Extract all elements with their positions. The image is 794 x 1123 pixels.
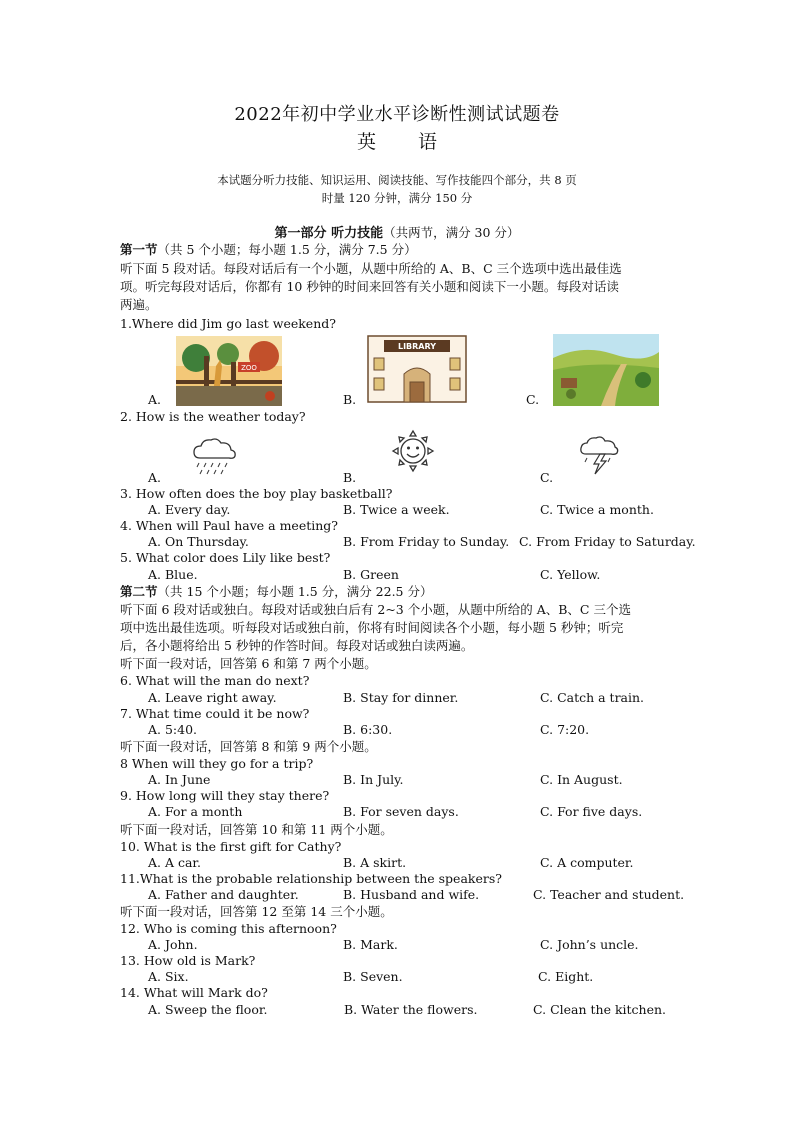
library-sign: LIBRARY — [397, 342, 437, 351]
dialogue-intro-12: 听下面一段对话，回答第 12 至第 14 三个小题。 — [120, 904, 393, 919]
q12-stem: 12. Who is coming this afternoon? — [120, 921, 337, 936]
q6-option-c[interactable]: C. Catch a train. — [540, 690, 645, 705]
exam-note-line1: 本试题分听力技能、知识运用、阅读技能、写作技能四个部分，共 8 页 — [217, 173, 577, 187]
q14-option-b[interactable]: B. Water the flowers. — [344, 1002, 478, 1017]
q14-stem: 14. What will Mark do? — [120, 985, 268, 1000]
q7-option-b[interactable]: B. 6:30. — [343, 722, 393, 737]
section1-instruction-line2: 项。听完每段对话后，你都有 10 秒钟的时间来回答有关小题和阅读下一小题。每段对话读 — [120, 279, 619, 294]
q11-option-b[interactable]: B. Husband and wife. — [343, 887, 480, 902]
q2-option-a[interactable]: A. — [148, 470, 162, 485]
rain-icon — [190, 436, 238, 478]
q9-option-b[interactable]: B. For seven days. — [343, 804, 459, 819]
section1-instruction-line1: 听下面 5 段对话。每段对话后有一个小题，从题中所给的 A、B、C 三个选项中选出最佳选 — [120, 261, 622, 276]
dialogue-intro-6: 听下面一段对话，回答第 6 和第 7 两个小题。 — [120, 656, 377, 671]
section1-heading — [120, 242, 417, 258]
q9-option-c[interactable]: C. For five days. — [540, 804, 643, 819]
section2-score: （共 15 个小题；每小题 1.5 分，满分 22.5 分） — [157, 584, 433, 599]
section1-score: （共 5 个小题；每小题 1.5 分，满分 7.5 分） — [157, 242, 417, 257]
sun-icon — [389, 427, 437, 475]
q11-stem: 11.What is the probable relationship between the speakers? — [120, 871, 502, 886]
q5-stem: 5. What color does Lily like best? — [120, 550, 331, 565]
section2-instruction-line1: 听下面 6 段对话或独白。每段对话或独白后有 2~3 个小题，从题中所给的 A、B、C 三个选 — [120, 602, 631, 617]
q13-option-a[interactable]: A. Six. — [148, 969, 189, 984]
q7-stem: 7. What time could it be now? — [120, 706, 310, 721]
q13-option-b[interactable]: B. Seven. — [343, 969, 403, 984]
q8-option-c[interactable]: C. In August. — [540, 772, 623, 787]
q7-option-c[interactable]: C. 7:20. — [540, 722, 590, 737]
q3-option-b[interactable]: B. Twice a week. — [343, 502, 450, 517]
q2-stem: 2. How is the weather today? — [120, 409, 306, 424]
q13-stem: 13. How old is Mark? — [120, 953, 256, 968]
q5-option-b[interactable]: B. Green — [343, 567, 399, 582]
section1-instruction-line3: 两遍。 — [120, 297, 158, 312]
library-picture — [366, 334, 468, 404]
section2-instruction-line3: 后，各小题将给出 5 秒钟的作答时间。每段对话或独白读两遍。 — [120, 638, 474, 653]
section2-heading — [120, 584, 432, 600]
section1-title: 第一节 — [120, 242, 158, 257]
q8-stem: 8 When will they go for a trip? — [120, 756, 314, 771]
q5-option-c[interactable]: C. Yellow. — [540, 567, 601, 582]
q10-option-a[interactable]: A. A car. — [148, 855, 202, 870]
q1-option-a[interactable]: A. — [148, 392, 162, 407]
q2-option-c[interactable]: C. — [540, 470, 554, 485]
part1-score: （共两节，满分 30 分） — [383, 225, 520, 240]
q4-option-c[interactable]: C. From Friday to Saturday. — [519, 534, 696, 549]
q10-stem: 10. What is the first gift for Cathy? — [120, 839, 342, 854]
q11-option-c[interactable]: C. Teacher and student. — [533, 887, 685, 902]
q4-stem: 4. When will Paul have a meeting? — [120, 518, 338, 533]
q13-option-c[interactable]: C. Eight. — [538, 969, 594, 984]
zoo-sign: ZOO — [241, 364, 257, 372]
q10-option-c[interactable]: C. A computer. — [540, 855, 634, 870]
q3-option-c[interactable]: C. Twice a month. — [540, 502, 654, 517]
q8-option-a[interactable]: A. In June — [148, 772, 211, 787]
q3-option-a[interactable]: A. Every day. — [148, 502, 231, 517]
part1-heading — [0, 225, 794, 242]
q9-stem: 9. How long will they stay there? — [120, 788, 330, 803]
q6-stem: 6. What will the man do next? — [120, 673, 310, 688]
countryside-picture — [553, 334, 659, 406]
dialogue-intro-10: 听下面一段对话，回答第 10 和第 11 两个小题。 — [120, 822, 393, 837]
q10-option-b[interactable]: B. A skirt. — [343, 855, 407, 870]
q1-option-b[interactable]: B. — [343, 392, 357, 407]
q14-option-c[interactable]: C. Clean the kitchen. — [533, 1002, 667, 1017]
q1-stem: 1.Where did Jim go last weekend? — [120, 316, 336, 331]
q3-stem: 3. How often does the boy play basketball? — [120, 486, 393, 501]
q4-option-b[interactable]: B. From Friday to Sunday. — [343, 534, 510, 549]
section2-title: 第二节 — [120, 584, 158, 599]
q9-option-a[interactable]: A. For a month — [148, 804, 243, 819]
q1-option-c[interactable]: C. — [526, 392, 540, 407]
dialogue-intro-8: 听下面一段对话，回答第 8 和第 9 两个小题。 — [120, 739, 377, 754]
q12-option-a[interactable]: A. John. — [148, 937, 198, 952]
subject-title: 英 语 — [356, 131, 456, 153]
exam-title: 2022年初中学业水平诊断性测试试题卷 — [234, 104, 560, 125]
q7-option-a[interactable]: A. 5:40. — [148, 722, 198, 737]
q14-option-a[interactable]: A. Sweep the floor. — [148, 1002, 268, 1017]
exam-note-line2: 时量 120 分钟，满分 150 分 — [321, 191, 473, 205]
q8-option-b[interactable]: B. In July. — [343, 772, 404, 787]
q12-option-c[interactable]: C. John’s uncle. — [540, 937, 639, 952]
section2-instruction-line2: 项中选出最佳选项。听每段对话或独白前，你将有时间阅读各个小题，每小题 5 秒钟；听完 — [120, 620, 624, 635]
q5-option-a[interactable]: A. Blue. — [148, 567, 198, 582]
zoo-picture — [176, 336, 282, 406]
q2-option-b[interactable]: B. — [343, 470, 357, 485]
q6-option-a[interactable]: A. Leave right away. — [148, 690, 277, 705]
thunderstorm-icon — [578, 434, 620, 476]
q12-option-b[interactable]: B. Mark. — [343, 937, 398, 952]
q6-option-b[interactable]: B. Stay for dinner. — [343, 690, 459, 705]
q4-option-a[interactable]: A. On Thursday. — [148, 534, 249, 549]
q11-option-a[interactable]: A. Father and daughter. — [148, 887, 299, 902]
part1-title: 第一部分 听力技能 — [274, 226, 384, 241]
